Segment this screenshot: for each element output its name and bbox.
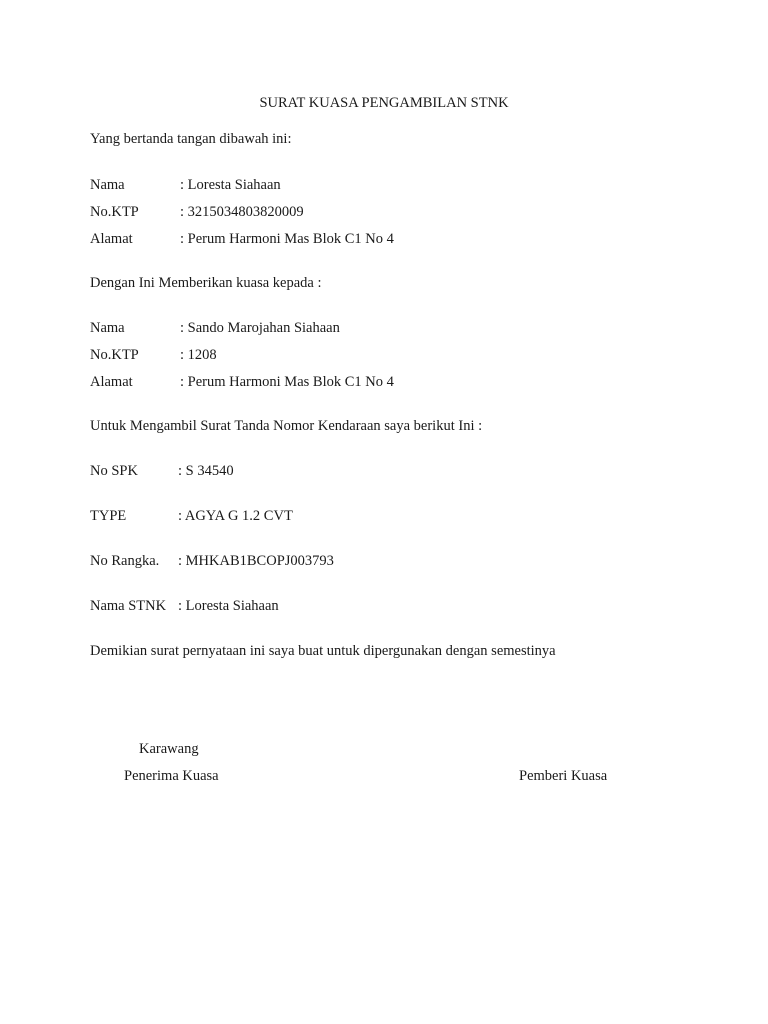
- rangka-label: No Rangka.: [90, 553, 160, 569]
- receiver-ktp-label: No.KTP: [90, 347, 139, 363]
- receiver-signature-label: Penerima Kuasa: [124, 768, 219, 784]
- stnk-value: : Loresta Siahaan: [178, 598, 279, 614]
- type-value: : AGYA G 1.2 CVT: [178, 508, 293, 524]
- receiver-name-label: Nama: [90, 320, 125, 336]
- grant-text: Dengan Ini Memberikan kuasa kepada :: [90, 275, 322, 291]
- type-label: TYPE: [90, 508, 127, 524]
- giver-name-label: Nama: [90, 177, 125, 193]
- giver-address-value: : Perum Harmoni Mas Blok C1 No 4: [180, 231, 394, 247]
- receiver-address-value: : Perum Harmoni Mas Blok C1 No 4: [180, 374, 394, 390]
- giver-name-value: : Loresta Siahaan: [180, 177, 281, 193]
- rangka-value: : MHKAB1BCOPJ003793: [178, 553, 334, 569]
- closing-text: Demikian surat pernyataan ini saya buat untuk dipergunakan dengan semestinya: [90, 643, 556, 659]
- giver-ktp-value: : 3215034803820009: [180, 204, 304, 220]
- receiver-address-label: Alamat: [90, 374, 133, 390]
- intro-text: Yang bertanda tangan dibawah ini:: [90, 131, 292, 147]
- purpose-text: Untuk Mengambil Surat Tanda Nomor Kendaraan saya berikut Ini :: [90, 418, 483, 434]
- giver-signature-label: Pemberi Kuasa: [519, 768, 608, 784]
- giver-address-label: Alamat: [90, 231, 133, 247]
- document-title: SURAT KUASA PENGAMBILAN STNK: [259, 95, 509, 111]
- receiver-name-value: : Sando Marojahan Siahaan: [180, 320, 340, 336]
- signature-place: Karawang: [139, 741, 199, 757]
- stnk-label: Nama STNK: [90, 598, 167, 614]
- giver-ktp-label: No.KTP: [90, 204, 139, 220]
- spk-label: No SPK: [90, 463, 138, 479]
- spk-value: : S 34540: [178, 463, 234, 479]
- receiver-ktp-value: : 1208: [180, 347, 217, 363]
